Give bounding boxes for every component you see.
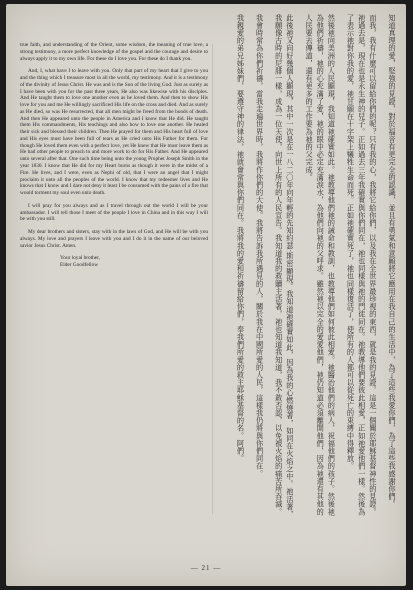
letter-paragraph: true faith, and understanding of the Orient, some wisdom, the meaning of true love, a strong testimony, a more perfect knowledge of the gospel and the courage and desire to always apply it to my own life. For these do I love you. For these do I thank you. <box>20 42 208 62</box>
chinese-paragraph: 然後祂向美洲的人民顯現，我知道祂確實如此。祂教導他們祂的誡命和教訓，也教導他們如何彼此相愛。祂醫治他們的病人，祝福他們的孩子。然後祂為他們祈禱，祂的心充滿了愛，祂的眼中必定充滿淚水，為他們向祂的父呼求。雖然祂以完全的愛愛他們，祂仍知道必須離開他們，因為祂還有其他的人民要去傳道，還有更多的工作要為祂的父完成。 <box>305 14 337 516</box>
chinese-paragraph: 而我，我有什麼可以留給你們的呢？只有我的心，我將它給你們，以及我在全世界最珍視的東西，就是我的見證。這是一個關於耶穌基督神性的見證。祂過去是，現在也是永生神的兒子。正如過去三年我確實與你們同在，祂也同樣與祂的門徒同在。祂教導他們要彼此相愛，正如祂愛他們一樣。然後為了表示祂對你我的愛，祂甘願在十字架上犧牲生命而死。正如祂確實死了，祂也同樣復活了，使所有的人都可以從死亡的束縛中得釋放。 <box>346 14 378 516</box>
chinese-paragraph: 知道真理的愛，堅強的見證，對於福音有更完全的認識，並且有勇氣和意願將它應用在我自己的生活中，為了這些我愛你們，為了這些我感謝你們。 <box>388 14 397 508</box>
signoff-closing: Your loyal brother, <box>60 255 101 262</box>
english-letter-column <box>20 42 208 269</box>
signoff-block <box>20 255 208 269</box>
chinese-letter-column <box>220 14 398 519</box>
letter-paragraph: My dear brothers and sisters, stay with in the laws of God, and He will be with you always. My love and prayers I leave with you and I do it in the name of our beloved savior Jesus Christ. Amen. <box>20 229 208 249</box>
signoff-name: Elder Goodfellow <box>60 262 99 269</box>
page-number: — 21 — <box>190 564 222 572</box>
chinese-paragraph: 我會時常為你們祈禱，當我走遍世界時，我將作你們的大使。我將告訴我所遇見的人，關於我在中國所愛的人民，這樣我仍將與你們同在。 <box>255 14 265 478</box>
column-divider <box>212 44 213 514</box>
letter-paragraph: And, I, what have I to leave with you. Only that part of my heart that I give to you and the thing which I treasure most in all the world, my testimony. And it is a testimony of the divinity of Jesus Christ. He was and is the Son of the living God. Just as surely as I have been with you for the past three years, He also was likewise with his disciples. And He taught them to love one another even as he loved them. And then to show His love for you and me He willingly sacrificed His life on the cross and died. And as surely as He died, so was He resurrected, that all men might be freed from the bonds of death. And then He appeared unto the people in America and I know that He did. He taught them His commandments, His teachings and also how to love one another. He healed their sick and blessed their children. Then He prayed for them and His heart full of love and His eyes must have been full of tears as He cried unto His Father for them. For though He loved them even with a perfect love, yet He knew that He must leave them as He had other people to preach to and more work to do for His Father. And He appeared unto several after that. One such time being unto the young Prophet Joseph Smith in the year 1830. I know that He did for my Heart burns as though it were in the midst of a Fire. He lives, and I were, even as Nephi of old, that I were an angel that I might proclaim it unto all the peoples of the world. I know that my redeemer lives and He knows that I know and I dare not deny it least I be consumed with the pains of a fire that would torment my soul even unto death. <box>20 68 208 197</box>
chinese-paragraph: 我親愛的弟兄姊妹們，要遵守神的律法，祂就會常與你們同在。我將我的愛和祈禱留給你們，奉我們所愛的救主耶穌基督的名。阿們。 <box>236 14 246 463</box>
chinese-paragraph: 此後祂又向好幾個人顯現，其中一次是在一八二〇年向年輕的先知約瑟·斯密顯現。我知道祂確實如此，因為我的心燃燒著，如同在火焰之中。祂活著，我願像古時的尼腓一樣，成為一位天使，向世上所有的人民宣告。我知道我的救贖主活著，祂也知道我知道，我不敢否認，以免被火焰的痛苦所吞滅。 <box>274 14 295 519</box>
letter-paragraph: I will pray for you always and as I travel through out the world I will be your ambassador. I will tell those I meet of the people I love in China and in this way I will be with you still. <box>20 202 208 223</box>
magazine-page <box>6 4 406 586</box>
